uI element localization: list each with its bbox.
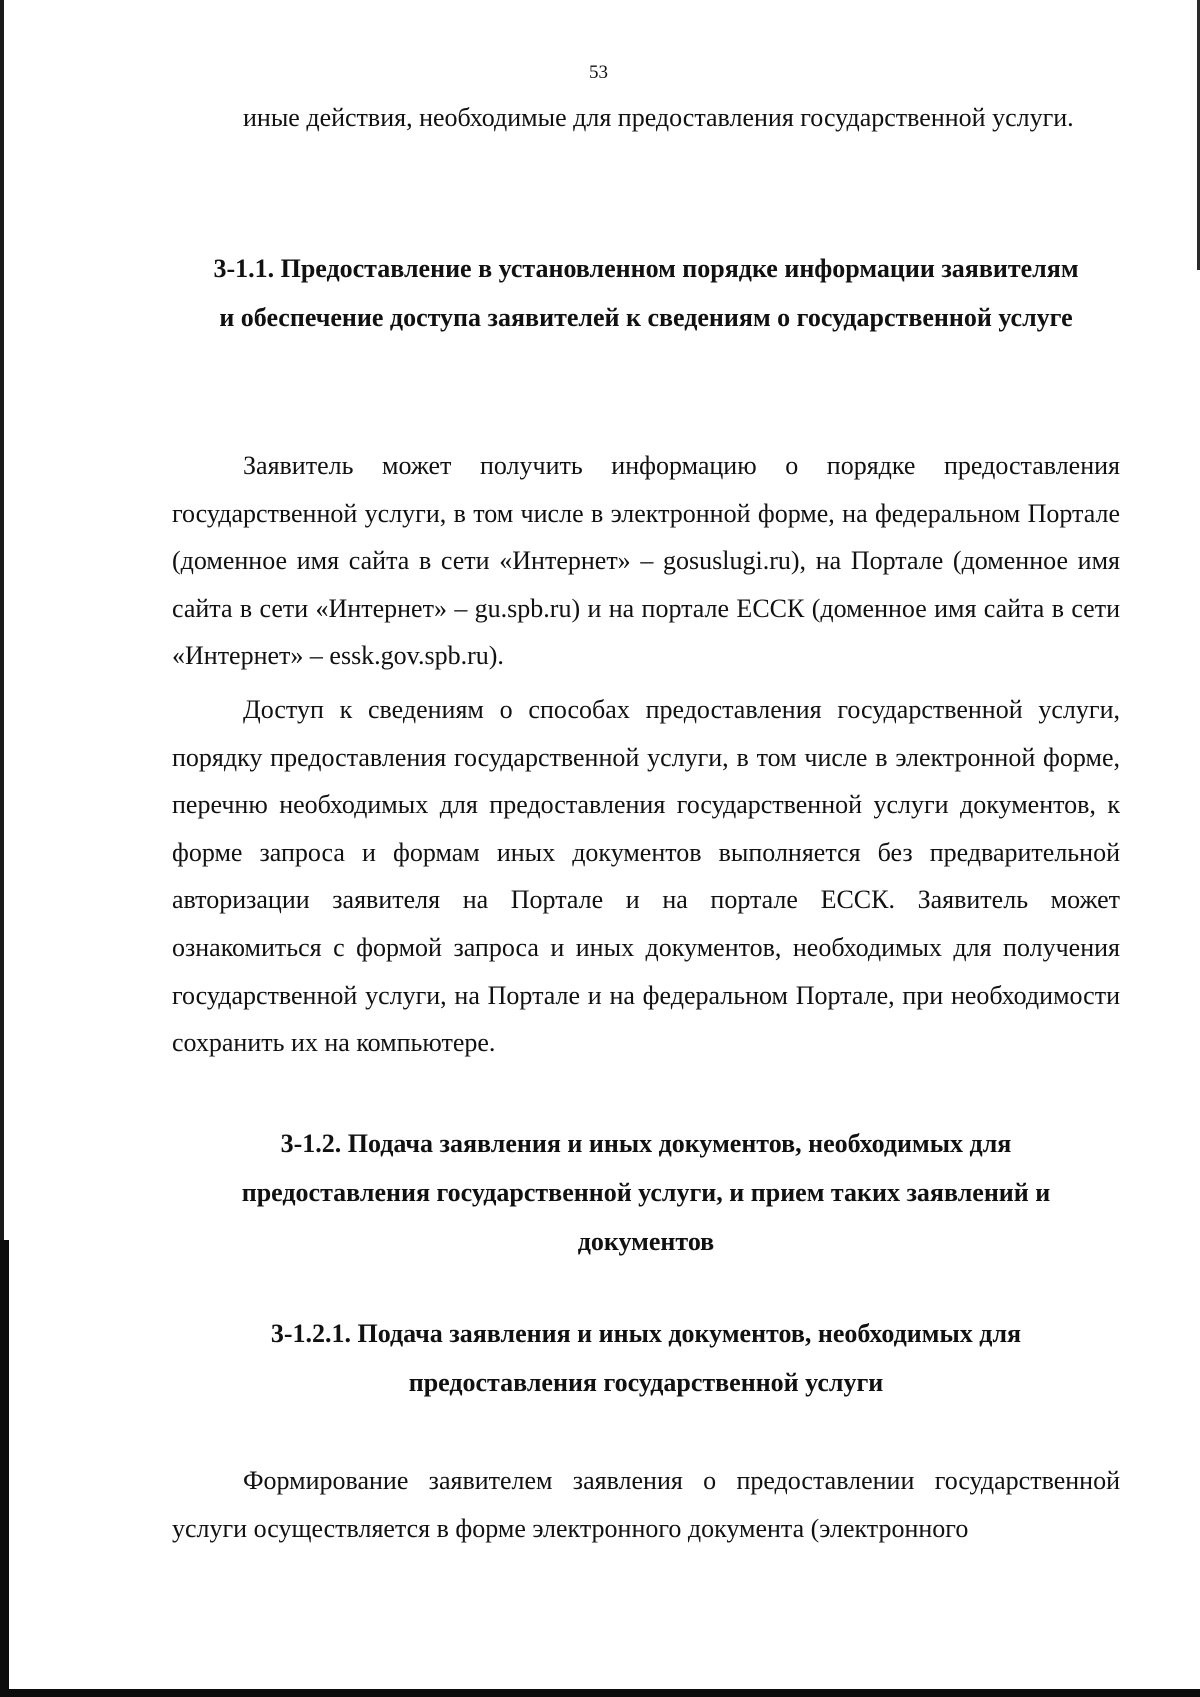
scan-edge-bottom <box>0 1689 1200 1697</box>
paragraph-portals-info: Заявитель может получить информацию о порядке предоставления государственной услуги, в том числе в электронной форме, на федеральном Портале (доменное имя сайта в сети «Интернет» – gosuslugi.ru), на Портале (доменное имя сайта в сети «Интернет» – gu.spb.ru) и на портале ЕССК (доменное имя сайта в сети «Интернет» – essk.gov.spb.ru). <box>172 451 1120 671</box>
section-heading-3-1-1: 3-1.1. Предоставление в установленном порядке информации заявителям и обеспечение доступа заявителей к сведениям о государственной услуге <box>213 254 1079 333</box>
section-heading-3-1-2-1: 3-1.2.1. Подача заявления и иных документов, необходимых для предоставления государственной услуги <box>270 1319 1022 1398</box>
paragraph-access-info: Доступ к сведениям о способах предоставления государственной услуги, порядку предоставления государственной услуги, в том числе в электронной форме, перечню необходимых для предоставления государственной услуги документов, к форме запроса и формам иных документов выполняется без предварительной авторизации заявителя на Портале и на портале ЕССК. Заявитель может ознакомиться с формой запроса и иных документов, необходимых для получения государственной услуги, на Портале и на федеральном Портале, при необходимости сохранить их на компьютере. <box>172 695 1120 1058</box>
page-number: 53 <box>589 62 608 83</box>
paragraph-application-form: Формирование заявителем заявления о предоставлении государственной услуги осуществляется в форме электронного документа (электронного <box>172 1466 1120 1543</box>
scan-edge-left-lower <box>0 1240 9 1697</box>
intro-paragraph: иные действия, необходимые для предоставления государственной услуги. <box>243 103 1074 132</box>
section-heading-3-1-2: 3-1.2. Подача заявления и иных документов, необходимых для предоставления государственной услуги, и прием таких заявлений и документов <box>241 1129 1051 1257</box>
